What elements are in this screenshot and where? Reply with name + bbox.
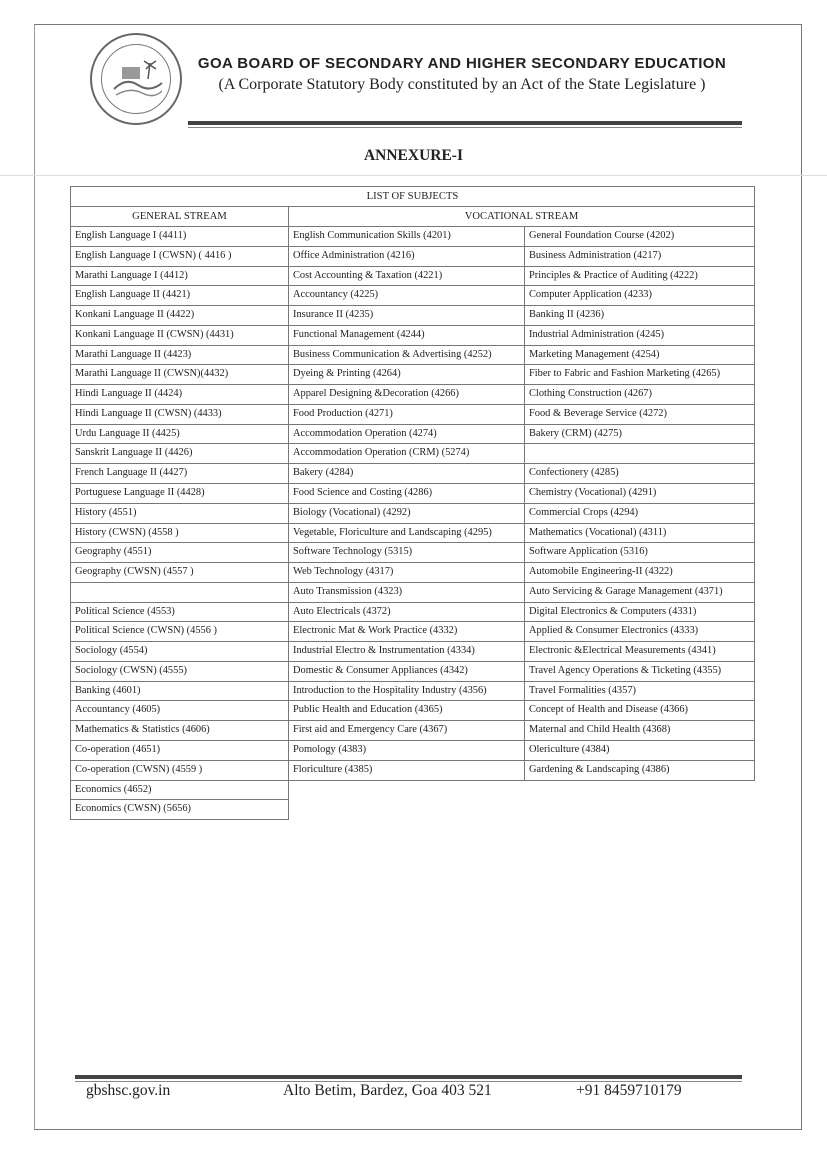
general-subject-cell: Konkani Language II (4422)	[71, 306, 289, 326]
vocational-subject-cell: General Foundation Course (4202)	[525, 227, 755, 247]
vocational-subject-cell: Accountancy (4225)	[289, 286, 525, 306]
table-row	[71, 701, 755, 721]
general-subject-cell: Sociology (4554)	[71, 642, 289, 662]
vocational-subject-cell: Bakery (4284)	[289, 464, 525, 484]
footer-rule	[75, 1075, 742, 1079]
general-subject-cell: French Language II (4427)	[71, 464, 289, 484]
footer-website: gbshsc.gov.in	[86, 1082, 171, 1099]
vocational-subject-cell: Dyeing & Printing (4264)	[289, 365, 525, 385]
table-row	[71, 424, 755, 444]
vocational-subject-cell: Auto Transmission (4323)	[289, 582, 525, 602]
table-row	[71, 622, 755, 642]
vocational-subject-cell: Auto Electricals (4372)	[289, 602, 525, 622]
table-row	[71, 503, 755, 523]
vocational-subject-cell: Office Administration (4216)	[289, 246, 525, 266]
vocational-subject-cell: Travel Agency Operations & Ticketing (4355)	[525, 661, 755, 681]
table-row	[71, 661, 755, 681]
vocational-subject-cell: Industrial Administration (4245)	[525, 325, 755, 345]
general-stream-header: GENERAL STREAM	[71, 207, 289, 227]
general-subject-cell: Accountancy (4605)	[71, 701, 289, 721]
table-row	[71, 404, 755, 424]
table-row	[71, 484, 755, 504]
general-subject-cell: Konkani Language II (CWSN) (4431)	[71, 325, 289, 345]
stream-header-row	[71, 207, 755, 227]
general-subject-cell: Geography (CWSN) (4557 )	[71, 563, 289, 583]
vocational-subject-cell: Business Communication & Advertising (4252)	[289, 345, 525, 365]
general-subject-cell: Urdu Language II (4425)	[71, 424, 289, 444]
general-subject-cell: English Language I (4411)	[71, 227, 289, 247]
vocational-subject-cell	[525, 444, 755, 464]
table-row	[71, 227, 755, 247]
general-subject-cell: English Language I (CWSN) ( 4416 )	[71, 246, 289, 266]
table-row	[71, 306, 755, 326]
table-row	[71, 325, 755, 345]
vocational-subject-cell: Software Technology (5315)	[289, 543, 525, 563]
board-name: GOA BOARD OF SECONDARY AND HIGHER SECONDARY EDUCATION	[197, 55, 727, 72]
page-title: ANNEXURE-I	[363, 147, 464, 164]
general-subject-cell: English Language II (4421)	[71, 286, 289, 306]
vocational-subject-cell: Electronic Mat & Work Practice (4332)	[289, 622, 525, 642]
vocational-subject-cell: Food Production (4271)	[289, 404, 525, 424]
vocational-subject-cell: Cost Accounting & Taxation (4221)	[289, 266, 525, 286]
vocational-subject-cell	[525, 780, 755, 800]
general-subject-cell: Banking (4601)	[71, 681, 289, 701]
table-row	[71, 266, 755, 286]
general-subject-cell: Hindi Language II (4424)	[71, 385, 289, 405]
vocational-subject-cell: Electronic &Electrical Measurements (4341)	[525, 642, 755, 662]
general-subject-cell: Economics (CWSN) (5656)	[71, 800, 289, 820]
scan-line	[0, 175, 827, 176]
table-row	[71, 760, 755, 780]
vocational-subject-cell: Apparel Designing &Decoration (4266)	[289, 385, 525, 405]
table-row	[71, 365, 755, 385]
general-subject-cell: History (CWSN) (4558 )	[71, 523, 289, 543]
vocational-subject-cell: Software Application (5316)	[525, 543, 755, 563]
vocational-subject-cell: Marketing Management (4254)	[525, 345, 755, 365]
vocational-subject-cell: Concept of Health and Disease (4366)	[525, 701, 755, 721]
board-seal-logo	[90, 33, 182, 125]
header-rule	[188, 121, 742, 125]
vocational-subject-cell: Gardening & Landscaping (4386)	[525, 760, 755, 780]
subjects-table	[70, 186, 755, 820]
vocational-subject-cell: Chemistry (Vocational) (4291)	[525, 484, 755, 504]
general-subject-cell: Sociology (CWSN) (4555)	[71, 661, 289, 681]
table-row	[71, 582, 755, 602]
vocational-subject-cell: Floriculture (4385)	[289, 760, 525, 780]
vocational-subject-cell: Biology (Vocational) (4292)	[289, 503, 525, 523]
general-subject-cell: Hindi Language II (CWSN) (4433)	[71, 404, 289, 424]
vocational-subject-cell: Web Technology (4317)	[289, 563, 525, 583]
general-subject-cell: History (4551)	[71, 503, 289, 523]
header-rule-thin	[188, 127, 742, 128]
vocational-subject-cell	[289, 780, 525, 800]
general-subject-cell: Marathi Language II (CWSN)(4432)	[71, 365, 289, 385]
vocational-subject-cell: Digital Electronics & Computers (4331)	[525, 602, 755, 622]
vocational-subject-cell: Confectionery (4285)	[525, 464, 755, 484]
table-row	[71, 681, 755, 701]
vocational-subject-cell: Commercial Crops (4294)	[525, 503, 755, 523]
vocational-subject-cell: Industrial Electro & Instrumentation (4334)	[289, 642, 525, 662]
vocational-subject-cell: Vegetable, Floriculture and Landscaping (4295)	[289, 523, 525, 543]
vocational-subject-cell: Food & Beverage Service (4272)	[525, 404, 755, 424]
table-row	[71, 464, 755, 484]
table-row	[71, 800, 755, 820]
vocational-subject-cell: Pomology (4383)	[289, 740, 525, 760]
table-row	[71, 246, 755, 266]
board-subtitle: (A Corporate Statutory Body constituted by an Act of the State Legislature )	[218, 76, 706, 93]
general-subject-cell: Marathi Language II (4423)	[71, 345, 289, 365]
subjects-body	[71, 227, 755, 820]
vocational-subject-cell: Functional Management (4244)	[289, 325, 525, 345]
vocational-subject-cell: Principles & Practice of Auditing (4222)	[525, 266, 755, 286]
vocational-subject-cell: Business Administration (4217)	[525, 246, 755, 266]
general-subject-cell: Co-operation (4651)	[71, 740, 289, 760]
vocational-subject-cell: Mathematics (Vocational) (4311)	[525, 523, 755, 543]
table-row	[71, 543, 755, 563]
general-subject-cell: Mathematics & Statistics (4606)	[71, 721, 289, 741]
seal-emblem-icon	[112, 59, 164, 103]
general-subject-cell: Co-operation (CWSN) (4559 )	[71, 760, 289, 780]
table-row	[71, 721, 755, 741]
vocational-subject-cell: Auto Servicing & Garage Management (4371)	[525, 582, 755, 602]
vocational-subject-cell	[525, 800, 755, 820]
table-row	[71, 345, 755, 365]
general-subject-cell: Political Science (4553)	[71, 602, 289, 622]
vocational-subject-cell: Accommodation Operation (CRM) (5274)	[289, 444, 525, 464]
general-subject-cell	[71, 582, 289, 602]
footer-address: Alto Betim, Bardez, Goa 403 521	[283, 1082, 492, 1099]
general-subject-cell: Political Science (CWSN) (4556 )	[71, 622, 289, 642]
table-row	[71, 523, 755, 543]
vocational-subject-cell: English Communication Skills (4201)	[289, 227, 525, 247]
vocational-subject-cell: Automobile Engineering-II (4322)	[525, 563, 755, 583]
vocational-subject-cell: Clothing Construction (4267)	[525, 385, 755, 405]
general-subject-cell: Sanskrit Language II (4426)	[71, 444, 289, 464]
vocational-subject-cell: Bakery (CRM) (4275)	[525, 424, 755, 444]
vocational-subject-cell: Domestic & Consumer Appliances (4342)	[289, 661, 525, 681]
table-row	[71, 740, 755, 760]
vocational-subject-cell: First aid and Emergency Care (4367)	[289, 721, 525, 741]
vocational-stream-header: VOCATIONAL STREAM	[289, 207, 755, 227]
vocational-subject-cell: Banking II (4236)	[525, 306, 755, 326]
table-row	[71, 444, 755, 464]
vocational-subject-cell: Olericulture (4384)	[525, 740, 755, 760]
vocational-subject-cell: Accommodation Operation (4274)	[289, 424, 525, 444]
general-subject-cell: Economics (4652)	[71, 780, 289, 800]
vocational-subject-cell: Insurance II (4235)	[289, 306, 525, 326]
vocational-subject-cell: Applied & Consumer Electronics (4333)	[525, 622, 755, 642]
table-row	[71, 286, 755, 306]
caption-row	[71, 187, 755, 207]
table-row	[71, 642, 755, 662]
vocational-subject-cell: Maternal and Child Health (4368)	[525, 721, 755, 741]
vocational-subject-cell: Introduction to the Hospitality Industry (4356)	[289, 681, 525, 701]
table-row	[71, 602, 755, 622]
vocational-subject-cell: Public Health and Education (4365)	[289, 701, 525, 721]
vocational-subject-cell: Travel Formalities (4357)	[525, 681, 755, 701]
table-row	[71, 385, 755, 405]
vocational-subject-cell: Fiber to Fabric and Fashion Marketing (4265)	[525, 365, 755, 385]
table-caption: LIST OF SUBJECTS	[71, 187, 755, 207]
general-subject-cell: Portuguese Language II (4428)	[71, 484, 289, 504]
vocational-subject-cell: Computer Application (4233)	[525, 286, 755, 306]
footer-phone: +91 8459710179	[576, 1082, 682, 1099]
vocational-subject-cell: Food Science and Costing (4286)	[289, 484, 525, 504]
vocational-subject-cell	[289, 800, 525, 820]
table-row	[71, 780, 755, 800]
table-row	[71, 563, 755, 583]
general-subject-cell: Marathi Language I (4412)	[71, 266, 289, 286]
general-subject-cell: Geography (4551)	[71, 543, 289, 563]
